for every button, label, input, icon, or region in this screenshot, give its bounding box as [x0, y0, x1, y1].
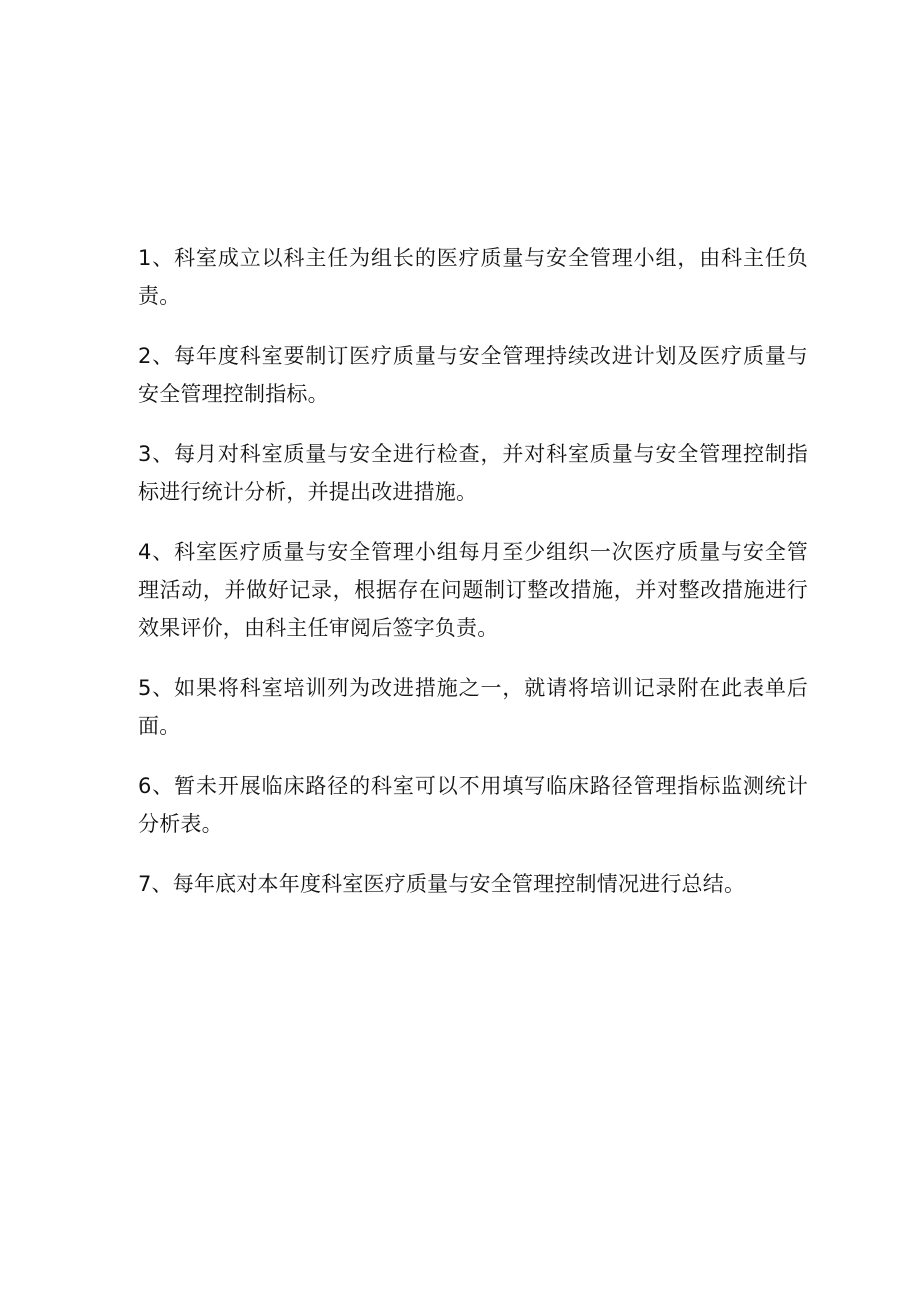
instruction-item-3: 3、每月对科室质量与安全进行检查，并对科室质量与安全管理控制指标进行统计分析，并提出改进措施。 [138, 442, 808, 504]
instruction-item-6: 6、暂未开展临床路径的科室可以不用填写临床路径管理指标监测统计分析表。 [138, 774, 808, 836]
instruction-item-7: 7、每年底对本年度科室医疗质量与安全管理控制情况进行总结。 [138, 872, 746, 896]
instruction-item-2: 2、每年度科室要制订医疗质量与安全管理持续改进计划及医疗质量与安全管理控制指标。 [138, 344, 808, 406]
instruction-item-1: 1、科室成立以科主任为组长的医疗质量与安全管理小组，由科主任负责。 [138, 246, 808, 308]
instruction-item-4: 4、科室医疗质量与安全管理小组每月至少组织一次医疗质量与安全管理活动，并做好记录，根据存在问题制订整改措施，并对整改措施进行效果评价，由科主任审阅后签字负责。 [138, 540, 808, 640]
instruction-item-5: 5、如果将科室培训列为改进措施之一，就请将培训记录附在此表单后面。 [138, 676, 808, 738]
instruction-list [138, 239, 808, 903]
